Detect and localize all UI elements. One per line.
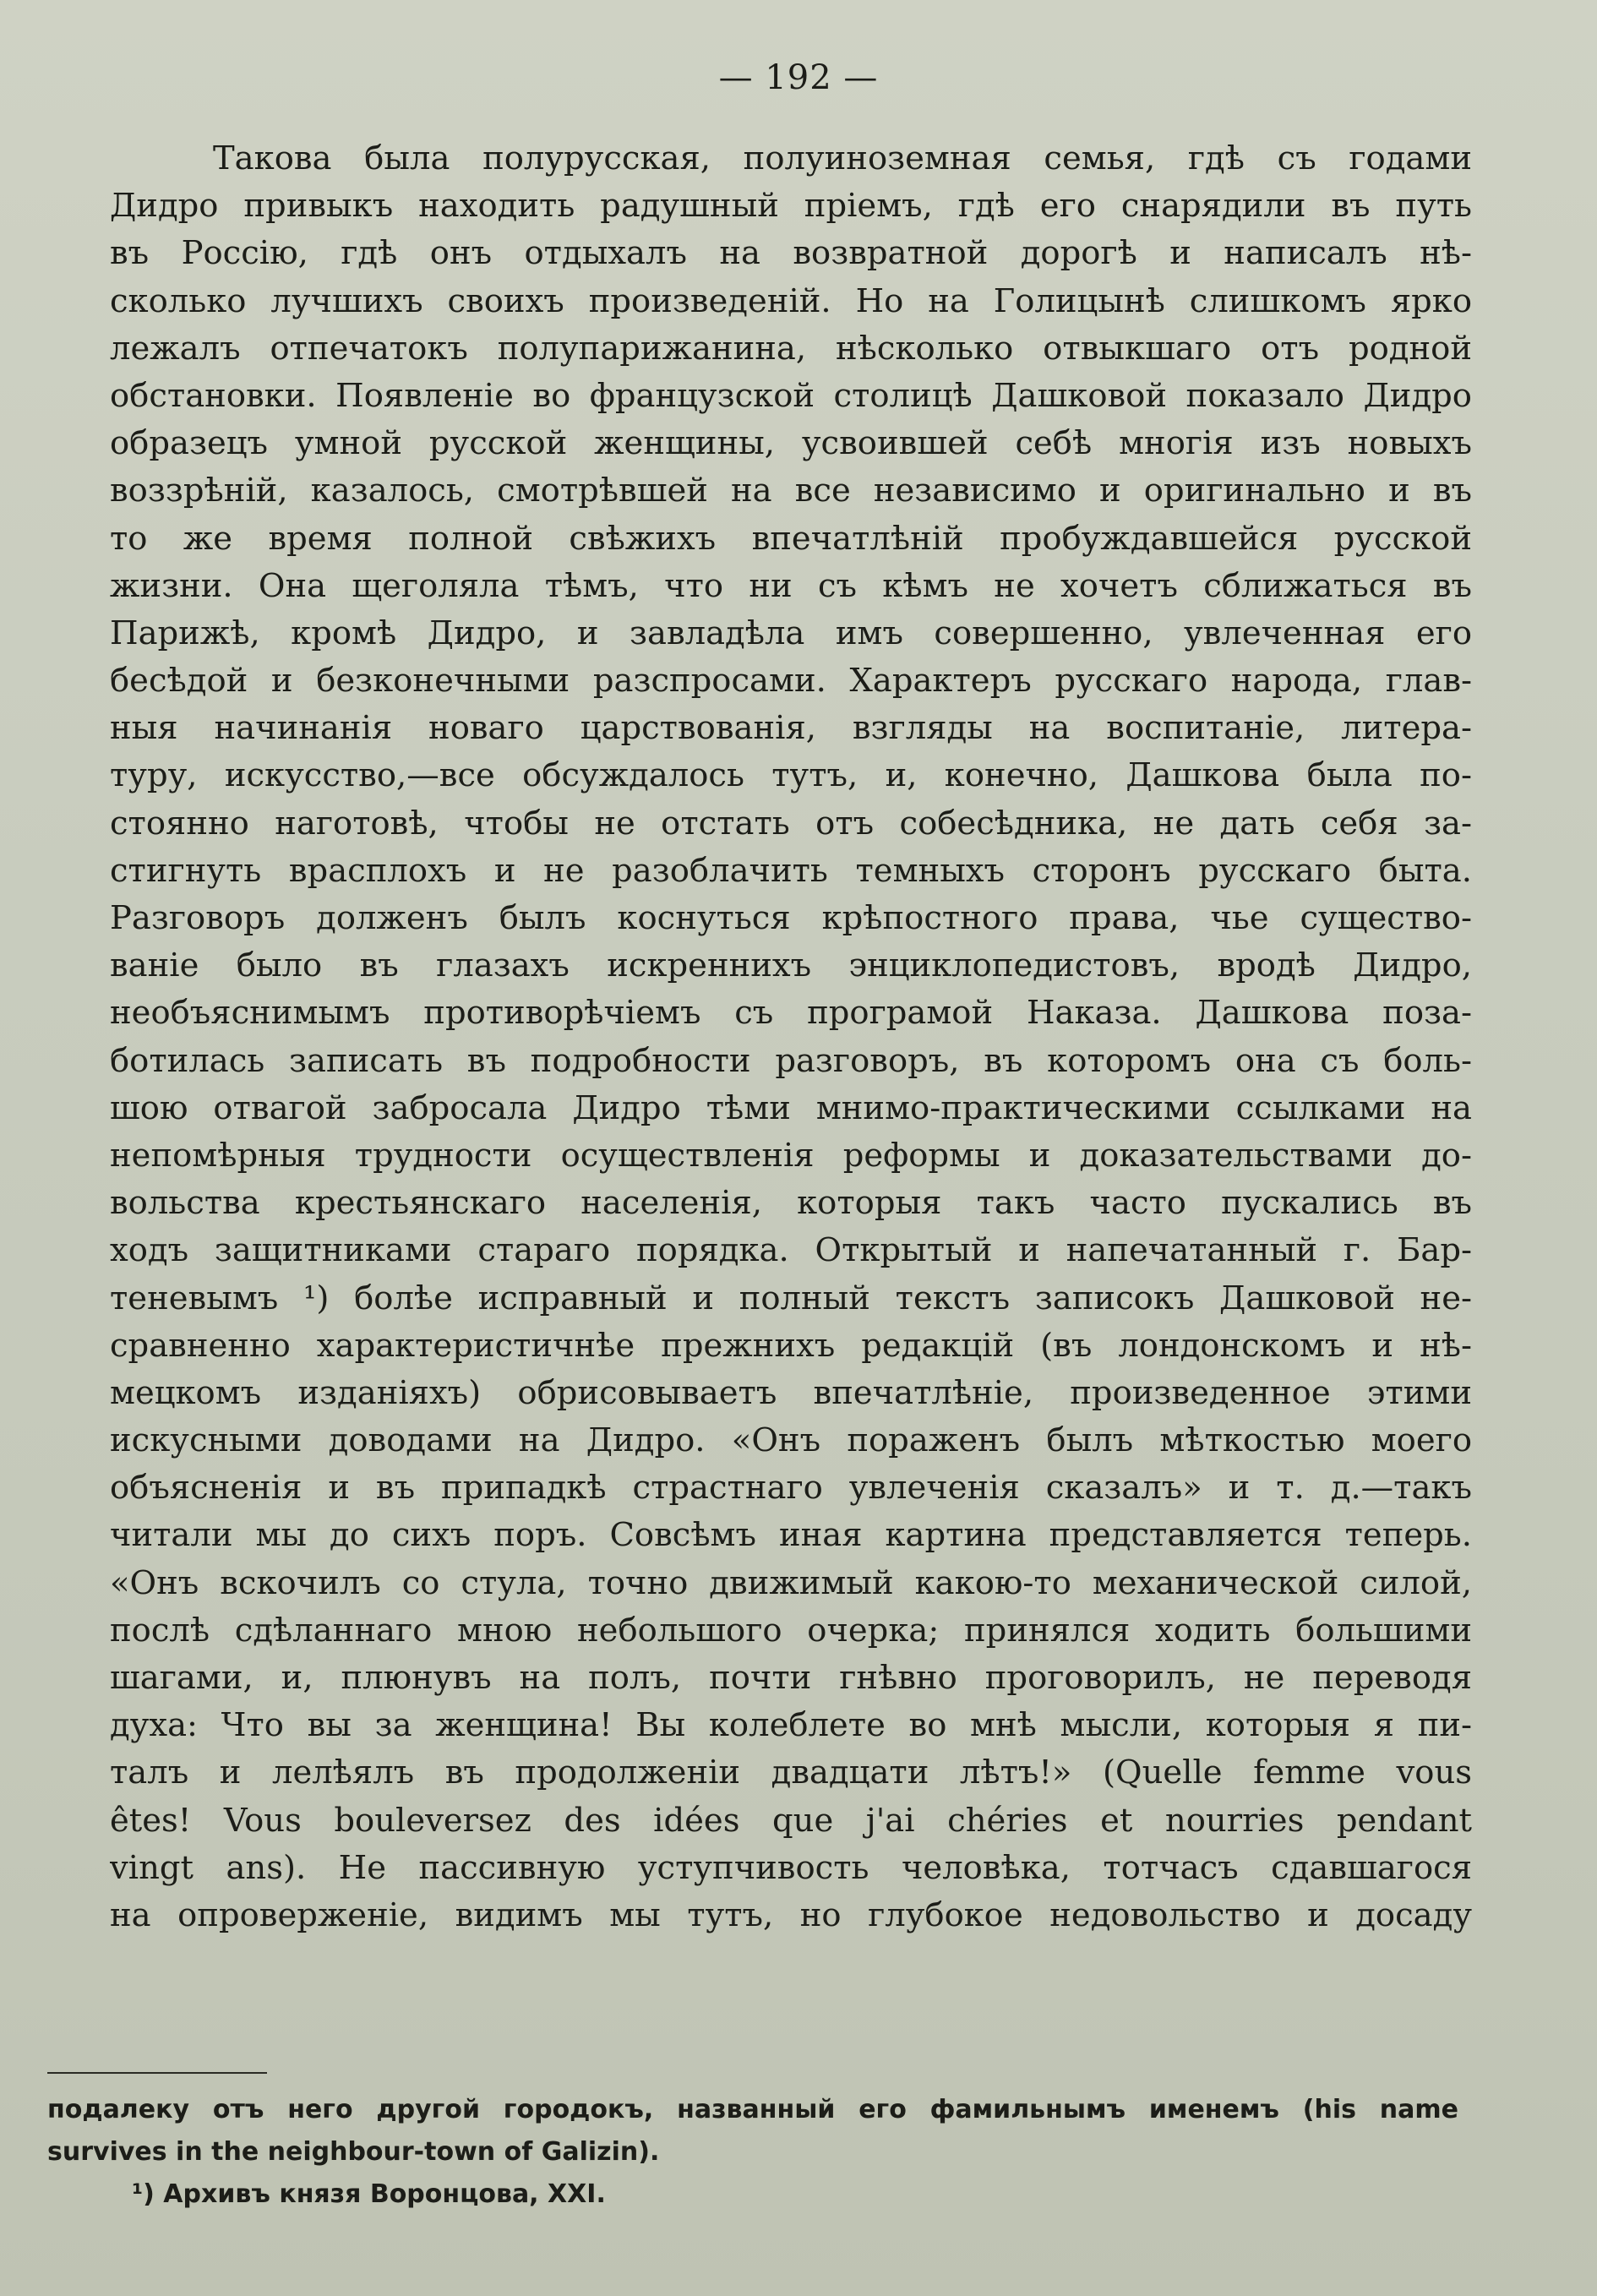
text-line: Разговоръ долженъ былъ коснуться крѣпостного права, чье существо- — [110, 899, 1472, 937]
text-line: ваніе было въ глазахъ искреннихъ энциклопедистовъ, вродѣ Дидро, — [110, 946, 1472, 985]
text-line: послѣ сдѣланнаго мною небольшого очерка; принялся ходить большими — [110, 1611, 1472, 1650]
footnote-line: подалеку отъ него другой городокъ, названный его фамильнымъ именемъ (his name — [47, 2095, 1458, 2124]
text-line: духа: Что вы за женщина! Вы колеблете во мнѣ мысли, которыя я пи- — [110, 1706, 1472, 1745]
text-line: лежалъ отпечатокъ полупарижанина, нѣсколько отвыкшаго отъ родной — [110, 329, 1472, 368]
text-line: читали мы до сихъ поръ. Совсѣмъ иная картина представляется теперь. — [110, 1516, 1472, 1555]
text-line: сколько лучшихъ своихъ произведеній. Но на Голицынѣ слишкомъ ярко — [110, 281, 1472, 320]
text-line: талъ и лелѣялъ въ продолженіи двадцати лѣтъ!» (Quelle femme vous — [110, 1753, 1472, 1792]
text-line: ботилась записать въ подробности разговоръ, въ которомъ она съ боль- — [110, 1041, 1472, 1080]
text-line: обстановки. Появленіе во французской столицѣ Дашковой показало Дидро — [110, 376, 1472, 415]
text-line: искусными доводами на Дидро. «Онъ пораженъ былъ мѣткостью моего — [110, 1421, 1472, 1460]
text-line: вольства крестьянскаго населенія, которыя такъ часто пускались въ — [110, 1184, 1472, 1223]
text-line: бесѣдой и безконечными разспросами. Характеръ русскаго народа, глав- — [110, 662, 1472, 701]
text-line: Дидро привыкъ находить радушный пріемъ, гдѣ его снарядили въ путь — [110, 187, 1472, 226]
text-line: теневымъ ¹) болѣе исправный и полный текстъ записокъ Дашковой не- — [110, 1279, 1472, 1317]
body-text — [110, 135, 1472, 1939]
text-line: объясненія и въ припадкѣ страстнаго увлеченія сказалъ» и т. д.—такъ — [110, 1469, 1472, 1508]
text-line: мецкомъ изданіяхъ) обрисовываетъ впечатлѣніе, произведенное этими — [110, 1373, 1472, 1412]
text-line: vingt ans). Не пассивную уступчивость человѣка, тотчасъ сдавшагося — [110, 1848, 1472, 1887]
text-line: образецъ умной русской женщины, усвоившей себѣ многія изъ новыхъ — [110, 424, 1472, 463]
text-line: Парижѣ, кромѣ Дидро, и завладѣла имъ совершенно, увлеченная его — [110, 614, 1472, 652]
footnote-divider — [47, 2072, 267, 2074]
text-line: то же время полной свѣжихъ впечатлѣній пробуждавшейся русской — [110, 519, 1472, 558]
footnote-line: ¹) Архивъ князя Воронцова, XXI. — [132, 2179, 606, 2209]
footnote-line: survives in the neighbour-town of Galizin). — [47, 2137, 660, 2167]
text-line: туру, искусство,—все обсуждалось тутъ, и, конечно, Дашкова была по- — [110, 756, 1472, 795]
text-line: êtes! Vous bouleversez des idées que j'ai chéries et nourries pendant — [110, 1801, 1472, 1840]
text-line: необъяснимымъ противорѣчіемъ съ програмой Наказа. Дашкова поза- — [110, 994, 1472, 1033]
text-line: сравненно характеристичнѣе прежнихъ редакцій (въ лондонскомъ и нѣ- — [110, 1326, 1472, 1365]
text-line: жизни. Она щеголяла тѣмъ, что ни съ кѣмъ не хочетъ сближаться въ — [110, 566, 1472, 605]
text-line: шою отвагой забросала Дидро тѣми мнимо-практическими ссылками на — [110, 1088, 1472, 1127]
text-line: стигнуть врасплохъ и не разоблачить темныхъ сторонъ русскаго быта. — [110, 851, 1472, 890]
text-line: въ Россію, гдѣ онъ отдыхалъ на возвратной дорогѣ и написалъ нѣ- — [110, 234, 1472, 273]
text-line: шагами, и, плюнувъ на полъ, почти гнѣвно проговорилъ, не переводя — [110, 1659, 1472, 1697]
text-line: воззрѣній, казалось, смотрѣвшей на все независимо и оригинально и въ — [110, 472, 1472, 510]
text-line: Такова была полурусская, полуиноземная семья, гдѣ съ годами — [213, 139, 1472, 177]
footnotes — [47, 2089, 1458, 2216]
text-line: на опроверженіе, видимъ мы тутъ, но глубокое недовольство и досаду — [110, 1895, 1472, 1934]
text-line: ныя начинанія новаго царствованія, взгляды на воспитаніе, литера- — [110, 709, 1472, 748]
text-line: ходъ защитниками стараго порядка. Открытый и напечатанный г. Бар- — [110, 1231, 1472, 1270]
text-line: стоянно наготовѣ, чтобы не отстать отъ собесѣдника, не дать себя за- — [110, 804, 1472, 843]
text-line: непомѣрныя трудности осуществленія реформы и доказательствами до- — [110, 1136, 1472, 1175]
text-line: «Онъ вскочилъ со стула, точно движимый какою-то механической силой, — [110, 1563, 1472, 1602]
page-number: — 192 — — [718, 58, 879, 97]
